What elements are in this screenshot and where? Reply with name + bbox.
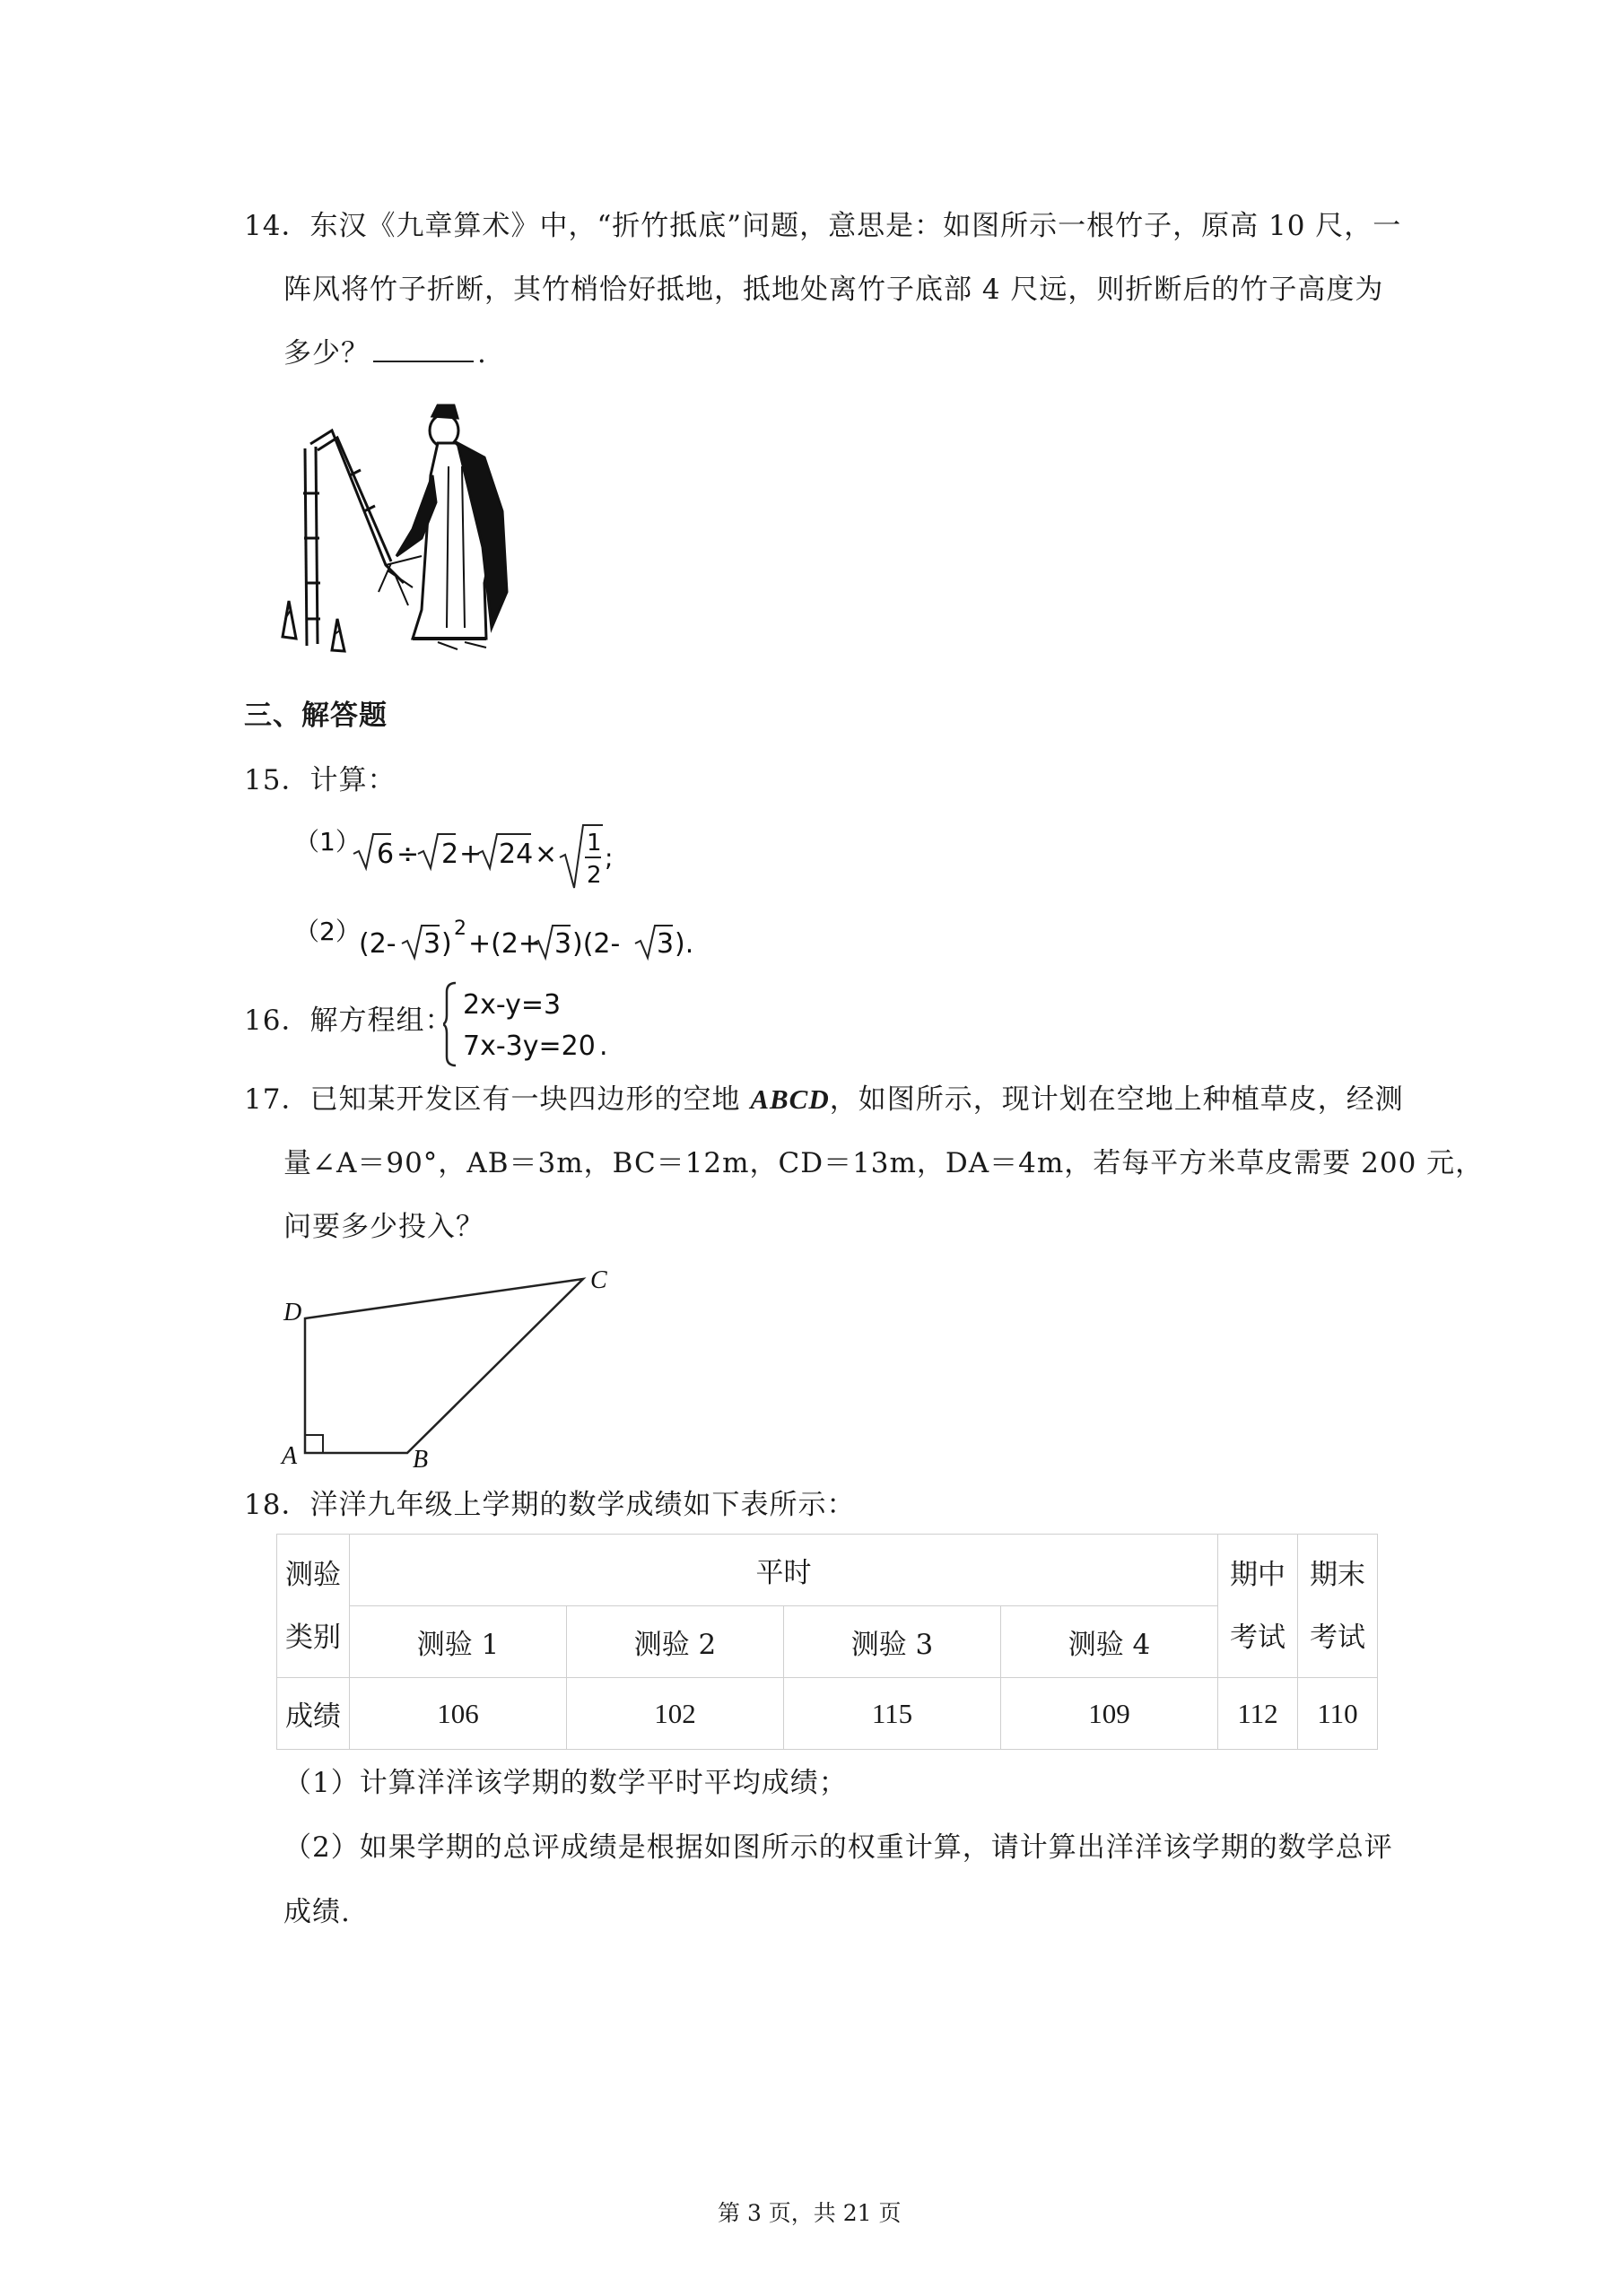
q15-part2 bbox=[294, 911, 761, 965]
q14-line3-text: 多少？ bbox=[283, 337, 370, 370]
q15-p2-mid2: )(2- bbox=[572, 928, 621, 960]
q15-semicolon: ; bbox=[605, 843, 614, 873]
q18-part2-line1: （2）如果学期的总评成绩是根据如图所示的权重计算，请计算出洋洋该学期的数学总评 bbox=[283, 1831, 1393, 1864]
bamboo-scholar-illustration bbox=[278, 404, 529, 664]
score-test-3: 115 bbox=[784, 1678, 1001, 1750]
score-final: 110 bbox=[1298, 1678, 1378, 1750]
header-test-1: 测验 1 bbox=[350, 1606, 567, 1678]
vertex-c: C bbox=[590, 1266, 607, 1294]
header-final bbox=[1298, 1535, 1378, 1678]
q15-p2-root1: 3 bbox=[423, 928, 441, 960]
q18-part1: （1）计算洋洋该学期的数学平时平均成绩； bbox=[283, 1767, 848, 1799]
q15-part1 bbox=[294, 822, 671, 893]
q16-title: 16．解方程组： bbox=[244, 1004, 454, 1037]
q15-times-sign: × bbox=[535, 839, 558, 870]
score-table bbox=[276, 1534, 1378, 1750]
q15-part1-expression bbox=[294, 822, 671, 893]
q16-equation-system bbox=[443, 979, 623, 1069]
page-footer: 第 3 页，共 21 页 bbox=[718, 2200, 902, 2226]
header-category bbox=[277, 1535, 350, 1678]
header-pingshi: 平时 bbox=[350, 1535, 1218, 1606]
q15-frac-num: 1 bbox=[587, 830, 602, 857]
q15-p2-exponent: 2 bbox=[454, 918, 466, 940]
q17-line3: 问要多少投入？ bbox=[283, 1211, 484, 1243]
quadrilateral-figure bbox=[278, 1256, 619, 1471]
vertex-d: D bbox=[283, 1299, 302, 1326]
q18-part2-line2: 成绩. bbox=[283, 1896, 351, 1928]
q15-part1-label: （1） bbox=[294, 827, 361, 857]
score-test-4: 109 bbox=[1001, 1678, 1218, 1750]
q14-line2: 阵风将竹子折断，其竹梢恰好抵地，抵地处离竹子底部 4 尺远，则折断后的竹子高度为 bbox=[283, 274, 1384, 306]
q14-line3-end: . bbox=[477, 337, 487, 370]
q14-line1: 14．东汉《九章算术》中，“折竹抵底”问题，意思是：如图所示一根竹子，原高 10 尺，一 bbox=[244, 210, 1402, 242]
section-title: 三、解答题 bbox=[244, 700, 388, 732]
q16-eq1: 2x-y=3 bbox=[463, 989, 562, 1021]
q17-line1-post: ，如图所示，现计划在空地上种植草皮，经测 bbox=[829, 1083, 1404, 1116]
q15-div-sign: ÷ bbox=[397, 839, 420, 870]
q17-line1 bbox=[244, 1082, 1404, 1118]
header-midterm-line2: 考试 bbox=[1230, 1621, 1285, 1654]
q18-title: 18．洋洋九年级上学期的数学成绩如下表所示： bbox=[244, 1489, 856, 1521]
vertex-a: A bbox=[282, 1442, 298, 1470]
q15-plus-sign: + bbox=[459, 839, 483, 870]
header-final-line1: 期末 bbox=[1310, 1558, 1365, 1591]
q15-root-24: 24 bbox=[499, 839, 534, 870]
score-test-2: 102 bbox=[567, 1678, 784, 1750]
q15-part2-expression bbox=[294, 911, 761, 965]
row-label-score: 成绩 bbox=[277, 1678, 350, 1750]
right-angle-marker bbox=[305, 1435, 323, 1453]
q15-p2-open: (2- bbox=[359, 928, 397, 960]
q15-p2-close: ) bbox=[441, 928, 452, 960]
header-midterm bbox=[1218, 1535, 1298, 1678]
q15-part2-label: （2） bbox=[294, 917, 361, 946]
q15-root-2: 2 bbox=[441, 839, 459, 870]
q14-line3 bbox=[283, 335, 487, 371]
score-test-1: 106 bbox=[350, 1678, 567, 1750]
q16-eq2: 7x-3y=20 bbox=[463, 1031, 596, 1062]
q15-p2-end: ). bbox=[675, 928, 694, 960]
q16-period: . bbox=[599, 1031, 608, 1062]
header-test-4: 测验 4 bbox=[1001, 1606, 1218, 1678]
header-category-line2: 类别 bbox=[285, 1621, 341, 1654]
q15-title: 15．计算： bbox=[244, 764, 397, 796]
header-midterm-line1: 期中 bbox=[1230, 1558, 1285, 1591]
q17-abcd: ABCD bbox=[750, 1083, 830, 1115]
q15-root-6: 6 bbox=[377, 839, 395, 870]
vertex-b: B bbox=[413, 1446, 429, 1471]
header-test-2: 测验 2 bbox=[567, 1606, 784, 1678]
q15-frac-den: 2 bbox=[587, 862, 602, 889]
q15-p2-root2: 3 bbox=[554, 928, 572, 960]
q17-line2: 量∠A＝90°，AB＝3m，BC＝12m，CD＝13m，DA＝4m，若每平方米草皮需要 200 元， bbox=[283, 1147, 1485, 1179]
score-midterm: 112 bbox=[1218, 1678, 1298, 1750]
answer-blank[interactable] bbox=[373, 337, 474, 362]
header-test-3: 测验 3 bbox=[784, 1606, 1001, 1678]
q15-p2-root3: 3 bbox=[657, 928, 675, 960]
q17-line1-pre: 17．已知某开发区有一块四边形的空地 bbox=[244, 1083, 751, 1116]
q15-p2-mid: +(2+ bbox=[468, 928, 542, 960]
header-category-line1: 测验 bbox=[285, 1558, 341, 1591]
header-final-line2: 考试 bbox=[1310, 1621, 1365, 1654]
